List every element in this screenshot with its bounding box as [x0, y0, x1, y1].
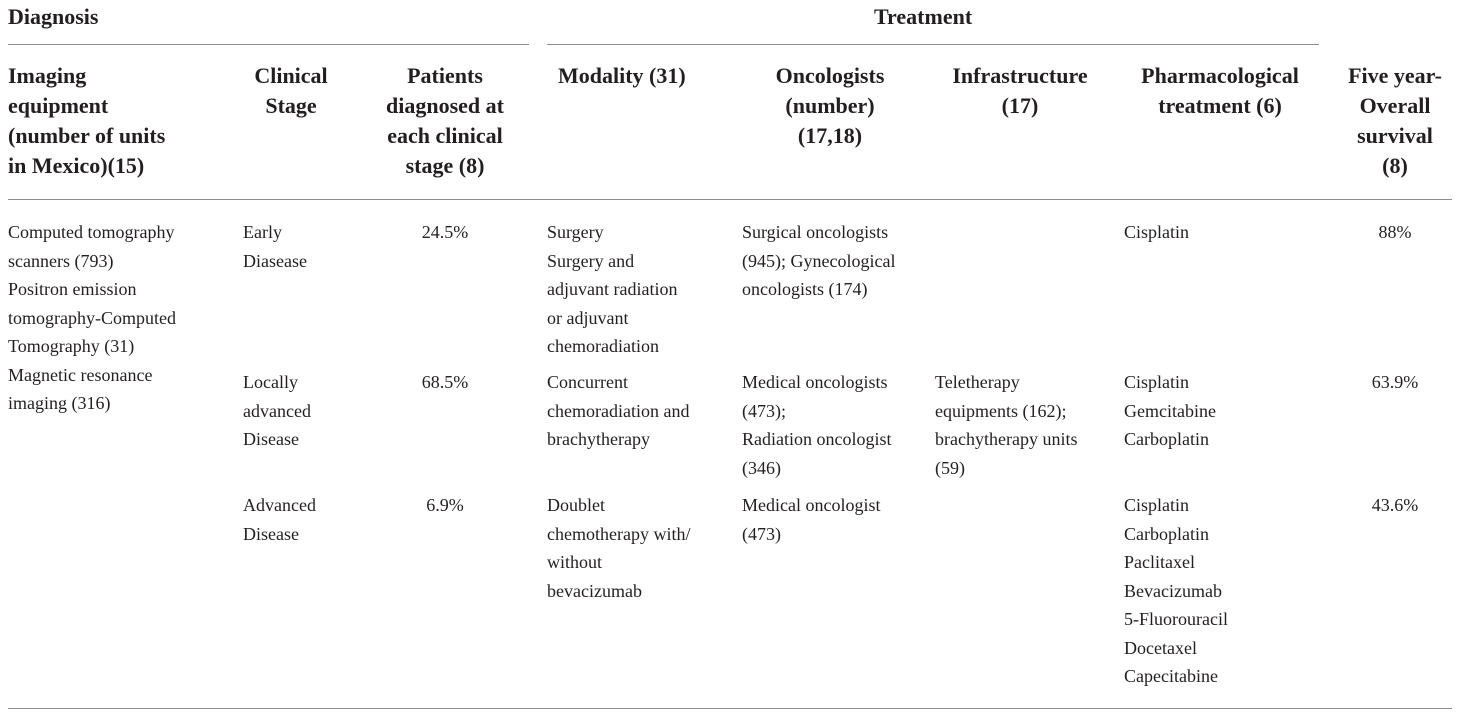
column-header-modality: Modality (31)	[558, 63, 686, 88]
cell-stage-locally-advanced: Locally advanced Disease	[243, 372, 311, 449]
cell-stage-advanced: Advanced Disease	[243, 495, 316, 544]
cell-patients-advanced: 6.9%	[426, 495, 464, 515]
cell-modality-locally-advanced: Concurrent chemoradiation and brachytherapy	[547, 372, 690, 449]
table-bottom-rule	[8, 708, 1452, 709]
column-header-clinical-stage: Clinical Stage	[254, 63, 328, 118]
table-top-rule-treatment	[547, 44, 1319, 45]
cell-pharma-advanced: Cisplatin Carboplatin Paclitaxel Bevacizumab 5-Fluorouracil Docetaxel Capecitabine	[1124, 495, 1228, 686]
cell-survival-locally-advanced: 63.9%	[1371, 372, 1419, 392]
cell-modality-early: Surgery Surgery and adjuvant radiation or adjuvant chemoradiation	[547, 222, 678, 356]
column-header-imaging: Imaging equipment (number of units in Mexico)(15)	[8, 63, 166, 178]
column-header-pharmacological: Pharmacological treatment (6)	[1141, 63, 1299, 118]
group-header-treatment: Treatment	[874, 4, 973, 29]
column-header-survival: Five year- Overall survival (8)	[1348, 63, 1442, 178]
cell-oncologists-early: Surgical oncologists (945); Gynecological oncologists (174)	[742, 222, 896, 299]
cell-modality-advanced: Doublet chemotherapy with/ without bevacizumab	[547, 495, 691, 601]
cell-patients-early: 24.5%	[421, 222, 469, 242]
cell-oncologists-locally-advanced: Medical oncologists (473); Radiation oncologist (346)	[742, 372, 892, 478]
cell-oncologists-advanced: Medical oncologist (473)	[742, 495, 881, 544]
column-header-infrastructure: Infrastructure (17)	[952, 63, 1088, 118]
cell-imaging-equipment: Computed tomography scanners (793) Positron emission tomography-Computed Tomography (31) Magnetic resonance imaging (316)	[8, 222, 176, 413]
column-header-oncologists: Oncologists (number) (17,18)	[775, 63, 885, 148]
group-header-diagnosis: Diagnosis	[8, 4, 99, 29]
cell-pharma-early: Cisplatin	[1124, 222, 1190, 242]
cell-infrastructure-locally-advanced: Teletherapy equipments (162); brachytherapy units (59)	[935, 372, 1078, 478]
cell-survival-advanced: 43.6%	[1371, 495, 1419, 515]
cell-survival-early: 88%	[1378, 222, 1412, 242]
cell-patients-locally-advanced: 68.5%	[421, 372, 469, 392]
cell-stage-early: Early Diasease	[243, 222, 307, 271]
table-top-rule-diagnosis	[8, 44, 529, 45]
header-bottom-rule	[8, 199, 1452, 200]
cell-pharma-locally-advanced: Cisplatin Gemcitabine Carboplatin	[1124, 372, 1216, 449]
column-header-patients: Patients diagnosed at each clinical stage (8)	[386, 63, 504, 178]
